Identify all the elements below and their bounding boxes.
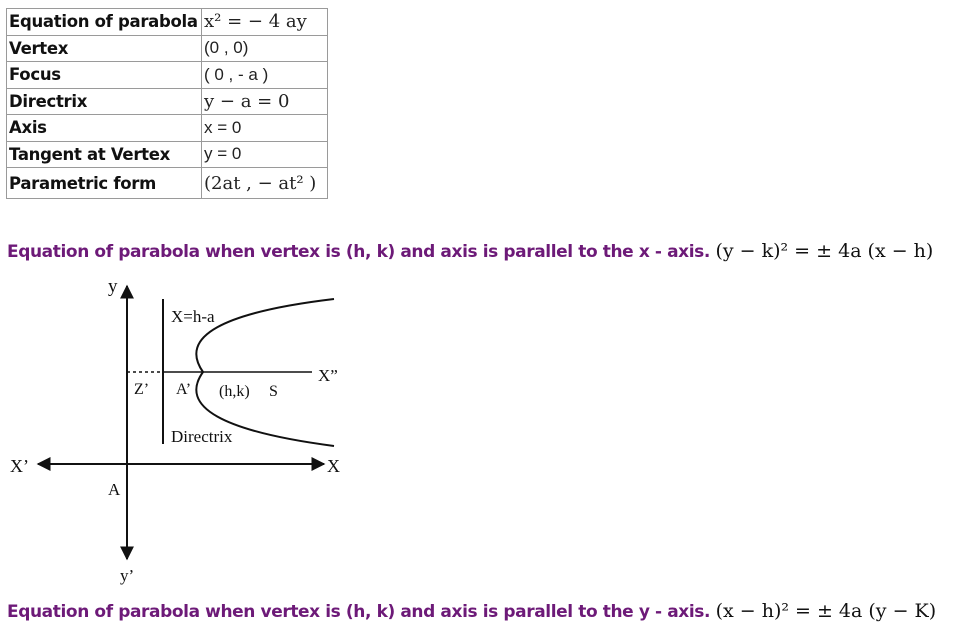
- label-x-right: X: [327, 456, 340, 476]
- row-label: Equation of parabola: [7, 9, 202, 36]
- row-value: (2at , − at² ): [202, 168, 328, 199]
- row-value: x = 0: [202, 115, 328, 142]
- table-row: [7, 9, 328, 36]
- row-value: (0 , 0): [202, 35, 328, 62]
- row-label: Directrix: [7, 88, 202, 115]
- table-row: [7, 88, 328, 115]
- table-row: [7, 62, 328, 89]
- label-hk: (h,k): [219, 383, 250, 400]
- label-y-bottom: y’: [120, 566, 135, 585]
- label-vertex: A’: [176, 381, 192, 398]
- label-x-left: X’: [10, 456, 29, 476]
- parabola-diagram: [6, 274, 348, 594]
- section-heading-y-axis: [7, 600, 936, 622]
- row-value: x² = − 4 ay: [202, 9, 328, 36]
- row-label: Focus: [7, 62, 202, 89]
- table-row: [7, 115, 328, 142]
- table-row: [7, 168, 328, 199]
- label-line-eq: X=h-a: [171, 307, 215, 326]
- table-row: [7, 141, 328, 168]
- parabola-properties-table: [6, 8, 328, 199]
- label-y-top: y: [108, 276, 118, 297]
- table-row: [7, 35, 328, 62]
- label-focus: S: [269, 383, 278, 400]
- row-value: ( 0 , - a ): [202, 62, 328, 89]
- row-label: Tangent at Vertex: [7, 141, 202, 168]
- row-value: y = 0: [202, 141, 328, 168]
- equation-y-axis: (x − h)² = ± 4a (y − K): [715, 600, 937, 622]
- label-directrix: Directrix: [171, 427, 233, 446]
- row-label: Axis: [7, 115, 202, 142]
- label-origin: A: [108, 480, 121, 499]
- equation-x-axis: (y − k)² = ± 4a (x − h): [715, 240, 934, 262]
- heading-text: Equation of parabola when vertex is (h, k) and axis is parallel to the x - axis.: [7, 242, 710, 262]
- label-z: Z’: [134, 381, 150, 398]
- label-axis-end: X”: [318, 366, 338, 385]
- row-label: Parametric form: [7, 168, 202, 199]
- heading-text: Equation of parabola when vertex is (h, k) and axis is parallel to the y - axis.: [7, 602, 711, 622]
- row-label: Vertex: [7, 35, 202, 62]
- row-value: y − a = 0: [202, 88, 328, 115]
- section-heading-x-axis: [7, 240, 933, 262]
